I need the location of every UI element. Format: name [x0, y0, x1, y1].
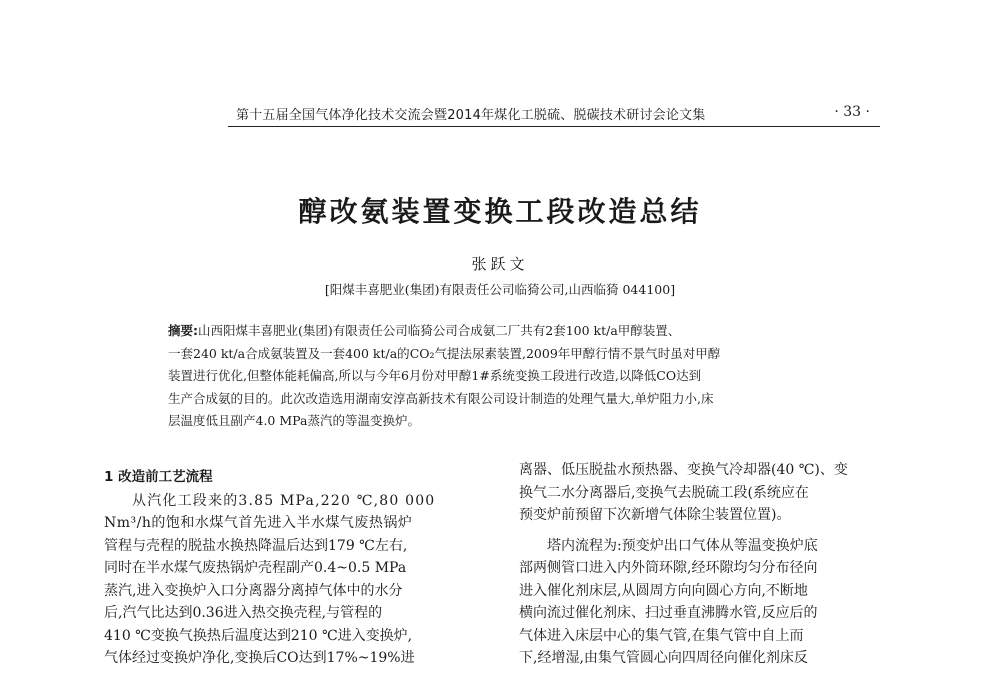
abstract-line: 装置进行优化,但整体能耗偏高,所以与今年6月份对甲醇1#系统变换工段进行改造,以降低CO达到 — [168, 368, 702, 383]
running-header-title: 第十五届全国气体净化技术交流会暨2014年煤化工脱硫、脱碳技术研讨会论文集 — [236, 108, 706, 123]
paragraph-line: 后,汽气比达到0.36进入热交换壳程,与管程的 — [104, 605, 383, 621]
paragraph-line: Nm³/h的饱和水煤气首先进入半水煤气废热锅炉 — [104, 515, 413, 531]
paragraph-line: 横向流过催化剂床、扫过垂直沸腾水管,反应后的 — [519, 605, 818, 621]
paragraph-line: 410 ℃变换气换热后温度达到210 ℃进入变换炉, — [104, 627, 413, 644]
page-number: · 33 · — [834, 104, 870, 120]
paragraph-line: 离器、低压脱盐水预热器、变换气冷却器(40 ℃)、变 — [519, 462, 848, 478]
paragraph-line: 预变炉前预留下次新增气体除尘装置位置)。 — [519, 507, 791, 523]
paragraph-line: 从汽化工段来的3.85 MPa,220 ℃,80 000 — [132, 492, 436, 509]
right-column — [519, 459, 911, 670]
paper-title: 醇改氨装置变换工段改造总结 — [298, 195, 702, 228]
abstract — [168, 320, 836, 433]
paragraph-gap — [519, 527, 911, 535]
running-header — [228, 104, 880, 127]
section-heading: 1 改造前工艺流程 — [104, 469, 213, 485]
paragraph-line: 塔内流程为:预变炉出口气体从等温变换炉底 — [547, 537, 818, 554]
abstract-line: 一套240 kt/a合成氨装置及一套400 kt/a的CO₂气提法尿素装置,2009年甲醇行情不景气时虽对甲醇 — [168, 345, 721, 361]
abstract-label: 摘要: — [168, 323, 198, 338]
paragraph-line: 气体进入床层中心的集气管,在集气管中自上而 — [519, 627, 804, 644]
paragraph-line: 换气二水分离器后,变换气去脱硫工段(系统应在 — [519, 484, 809, 501]
paragraph-line: 同时在半水煤气废热锅炉壳程副产0.4~0.5 MPa — [104, 560, 407, 576]
abstract-line: 层温度低且副产4.0 MPa蒸汽的等温变换炉。 — [168, 413, 420, 428]
abstract-line — [168, 320, 836, 343]
paragraph-line: 蒸汽,进入变换炉入口分离器分离掉气体中的水分 — [104, 582, 403, 599]
paragraph-line: 进入催化剂床层,从圆周方向向圆心方向,不断地 — [519, 582, 808, 599]
abstract-text: 山西阳煤丰喜肥业(集团)有限责任公司临猗公司合成氨二厂共有2套100 kt/a甲醇装置、 — [198, 323, 681, 338]
paragraph-line: 部两侧管口进入内外筒环隙,经环隙均匀分布径向 — [519, 560, 818, 576]
affiliation: [阳煤丰喜肥业(集团)有限责任公司临猗公司,山西临猗 044100] — [324, 282, 676, 297]
abstract-line: 生产合成氨的目的。此次改造选用湖南安淳高新技术有限公司设计制造的处理气量大,单炉阻力小,床 — [168, 390, 714, 406]
author: 张跃文 — [471, 255, 529, 273]
paragraph-line: 下,经增湿,由集气管圆心向四周径向催化剂床反 — [519, 650, 808, 666]
left-column — [104, 466, 492, 670]
paragraph-line: 气体经过变换炉净化,变换后CO达到17%~19%进 — [104, 650, 415, 666]
paragraph-line: 管程与壳程的脱盐水换热降温后达到179 ℃左右, — [104, 537, 408, 554]
